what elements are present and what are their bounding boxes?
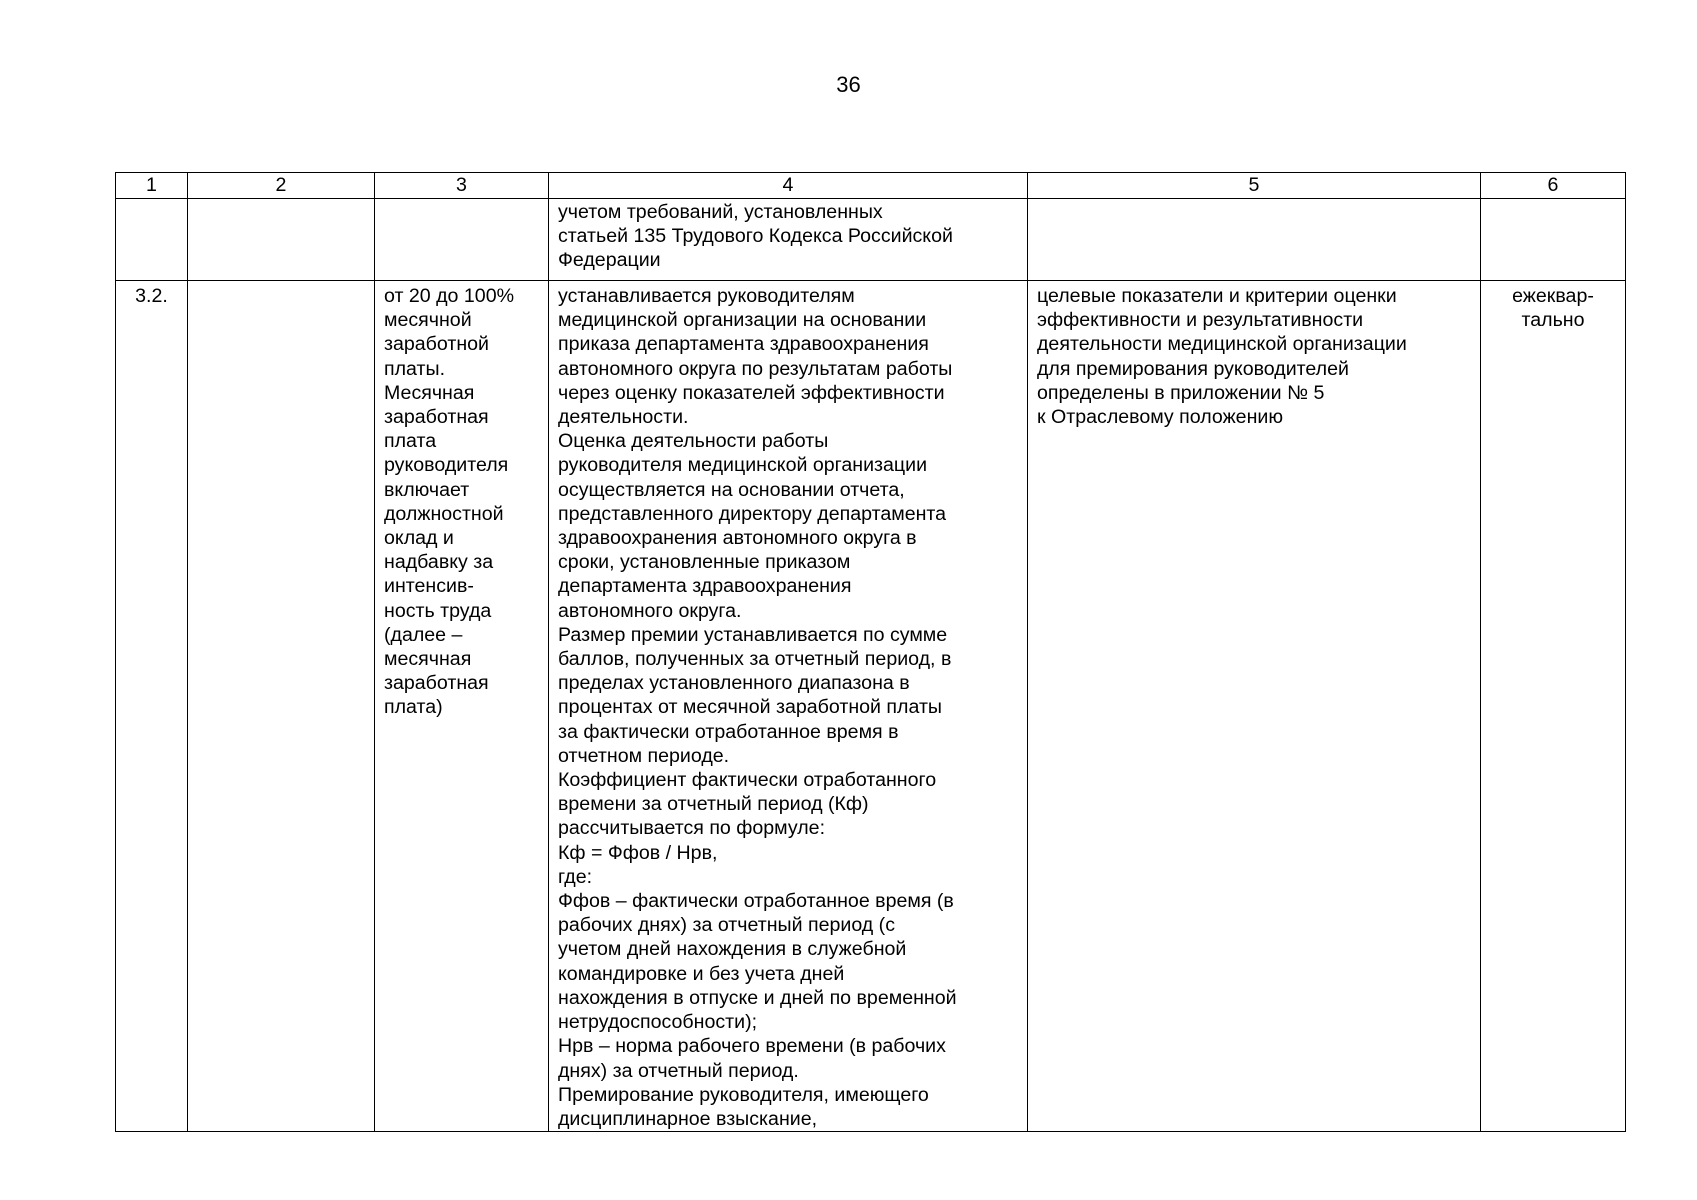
text-line: Коэффициент фактически отработанного xyxy=(558,769,937,792)
text-line: для премирования руководителей xyxy=(1037,357,1349,380)
text-line: от 20 до 100% xyxy=(384,285,515,307)
text-line: автономного округа по результатам работы xyxy=(558,357,953,380)
text-line: нахождения в отпуске и дней по временной xyxy=(558,986,957,1009)
text-line: Федерации xyxy=(558,249,661,272)
row-col-3-premium-range xyxy=(375,281,549,1132)
text-line: нетрудоспособности); xyxy=(558,1011,758,1034)
text-line: департамента здравоохранения xyxy=(558,575,852,598)
text-line: Размер премии устанавливается по сумме xyxy=(558,623,948,646)
header-col-3: 3 xyxy=(375,173,549,199)
text-line: отчетном периоде. xyxy=(558,744,730,767)
text-line: платы. xyxy=(384,357,446,380)
text-line: через оценку показателей эффективности xyxy=(558,381,945,404)
row-col-4-description xyxy=(549,281,1028,1132)
text-line: целевые показатели и критерии оценки xyxy=(1037,285,1397,307)
text-line: времени за отчетный период (Кф) xyxy=(558,793,869,816)
text-line: руководителя медицинской организации xyxy=(558,454,928,477)
text-line: заработная xyxy=(384,672,489,695)
text-line: определены в приложении № 5 xyxy=(1037,381,1325,404)
text-line: надбавку за xyxy=(384,551,494,574)
text-line: (далее – xyxy=(384,623,463,646)
text-line: где: xyxy=(558,865,593,888)
text-line: месячная xyxy=(384,648,472,671)
text-line: оклад и xyxy=(384,527,454,550)
text-line: плата) xyxy=(384,696,443,719)
text-line: Ффов – фактически отработанное время (в xyxy=(558,890,954,913)
text-line: пределах установленного диапазона в xyxy=(558,672,910,695)
cont-col-2 xyxy=(188,199,375,281)
text-line: Оценка деятельности работы xyxy=(558,430,829,453)
text-line: интенсив- xyxy=(384,575,474,598)
header-col-4: 4 xyxy=(549,173,1028,199)
header-col-6: 6 xyxy=(1481,173,1626,199)
cont-col-6 xyxy=(1481,199,1626,281)
header-col-2: 2 xyxy=(188,173,375,199)
text-line: эффективности и результативности xyxy=(1037,309,1364,332)
header-col-5: 5 xyxy=(1028,173,1481,199)
text-line: баллов, полученных за отчетный период, в xyxy=(558,648,952,671)
text-line: сроки, установленные приказом xyxy=(558,551,851,574)
table-row-3-2 xyxy=(116,281,1626,1132)
row-col-2 xyxy=(188,281,375,1132)
table-row-continuation xyxy=(116,199,1626,281)
text-line: осуществляется на основании отчета, xyxy=(558,478,905,501)
text-line: заработная xyxy=(384,406,489,429)
table-header-row xyxy=(116,173,1626,199)
text-line: процентах от месячной заработной платы xyxy=(558,696,943,719)
text-line: статьей 135 Трудового Кодекса Российской xyxy=(558,225,953,248)
text-line: к Отраслевому положению xyxy=(1037,406,1284,429)
cont-col-3 xyxy=(375,199,549,281)
text-line: плата xyxy=(384,430,437,453)
text-line: здравоохранения автономного округа в xyxy=(558,527,917,550)
text-line: деятельности медицинской организации xyxy=(1037,333,1407,356)
cont-col-5 xyxy=(1028,199,1481,281)
document-table xyxy=(115,172,1626,1132)
text-line: ежеквар- xyxy=(1512,285,1594,307)
header-col-1: 1 xyxy=(116,173,188,199)
text-line: месячной xyxy=(384,309,472,332)
text-line: Месячная xyxy=(384,381,475,404)
text-line: медицинской организации на основании xyxy=(558,309,927,332)
text-line: Кф = Ффов / Нрв, xyxy=(558,841,718,864)
row-number: 3.2. xyxy=(116,281,188,1132)
row-col-5-criteria xyxy=(1028,281,1481,1132)
text-line: руководителя xyxy=(384,454,509,477)
text-line: рассчитывается по формуле: xyxy=(558,817,826,840)
page-number: 36 xyxy=(836,72,861,97)
text-line: должностной xyxy=(384,502,504,525)
text-line: днях) за отчетный период. xyxy=(558,1059,799,1082)
text-line: деятельности. xyxy=(558,406,689,429)
text-line: командировке и без учета дней xyxy=(558,962,845,985)
text-line: учетом требований, установленных xyxy=(558,201,883,223)
text-line: устанавливается руководителям xyxy=(558,285,855,307)
text-line: за фактически отработанное время в xyxy=(558,720,899,743)
text-line: автономного округа. xyxy=(558,599,742,622)
cont-col-1 xyxy=(116,199,188,281)
text-line: представленного директору департамента xyxy=(558,502,947,525)
row-col-6-periodicity xyxy=(1481,281,1626,1132)
text-line: включает xyxy=(384,478,470,501)
text-line: Нрв – норма рабочего времени (в рабочих xyxy=(558,1035,946,1058)
text-line: ность труда xyxy=(384,599,492,622)
cont-col-4 xyxy=(549,199,1028,281)
text-line: тально xyxy=(1521,309,1585,332)
text-line: заработной xyxy=(384,333,490,356)
text-line: дисциплинарное взыскание, xyxy=(558,1107,818,1130)
text-line: рабочих днях) за отчетный период (с xyxy=(558,914,896,937)
text-line: Премирование руководителя, имеющего xyxy=(558,1083,929,1106)
text-line: учетом дней нахождения в служебной xyxy=(558,938,907,961)
text-line: приказа департамента здравоохранения xyxy=(558,333,929,356)
